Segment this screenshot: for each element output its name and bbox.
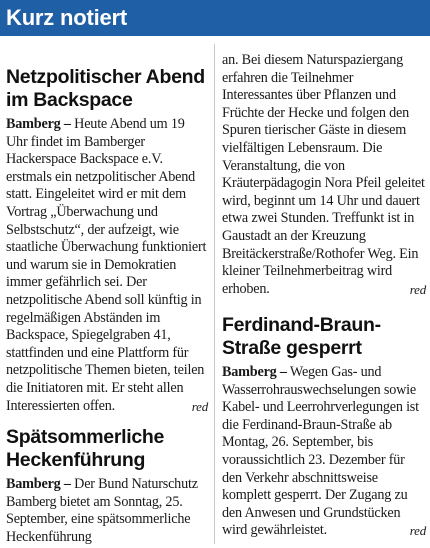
article-dateline: Bamberg – (222, 364, 287, 380)
article-author: red (191, 398, 208, 414)
article-author: red (409, 281, 426, 297)
article-heckenfuehrung (6, 426, 208, 546)
article-headline: Spätsommerliche Heckenführung (6, 426, 165, 471)
article-body (222, 364, 426, 540)
article-netzpolitischer-abend (6, 66, 208, 415)
article-heckenfuehrung-continued (222, 52, 426, 298)
article-headline: Ferdinand-Braun-Straße gesperrt (222, 314, 381, 359)
section-title: Kurz notiert (0, 0, 430, 36)
article-headline: Netzpolitischer Abend im Backspace (6, 66, 205, 111)
article-dateline: Bamberg – (6, 476, 71, 492)
article-body (222, 52, 426, 298)
article-author: red (409, 523, 426, 539)
article-text: Heute Abend um 19 Uhr findet im Bamberger Hackerspace Backspace e.V. erstmals ein netzpolitischer Abend statt. Eingeleitet wird er mit dem Vortrag „Überwachung und Selbstschutz“, der aufzeigt, wie staatliche Überwachung funktioniert und warum sie in Demokratien immer gefährlich sei. Der netzpolitische Abend soll künftig in regelmäßigen Abständen im Backspace, Spiegelgraben 41, stattfinden und eine Plattform für netzpolitische Themen bieten, teilen die Initiatoren mit. Er steht allen Interessierten offen. (6, 116, 207, 414)
article-body (6, 116, 208, 415)
article-text: Der Bund Naturschutz Bamberg bietet am Sonntag, 25. September, eine spätsommerliche Heckenführung (6, 476, 198, 545)
article-text: an. Bei diesem Naturspaziergang erfahren die Teilnehmer Interessantes über Pflanzen und Früchte der Hecke und folgen den Spuren tierischer Gäste in diesem vielfältigen Lebensraum. Die Veranstaltung, die von Kräuterpädagogin Nora Pfeil geleitet wird, beginnt um 14 Uhr und dauert etwa zwei Stunden. Treffunkt ist in Gaustadt an der Kreuzung Breitäckerstraße/Rothofer Weg. Ein kleiner Teilnehmerbeitrag wird erhoben. (222, 52, 425, 297)
article-body (6, 476, 208, 546)
column-divider (214, 44, 215, 544)
article-ferdinand-braun-strasse (222, 314, 426, 540)
article-text: Wegen Gas- und Wasserrohrauswechselungen sowie Kabel- und Leerrohrverlegungen ist die Ferdinand-Braun-Straße ab Montag, 26. September, bis voraussichtlich 23. Dezember für den Verkehr abschnittsweise komplett gesperrt. Der Zugang zu den Anwesen und Grundstücken wird gewährleistet. (222, 364, 419, 539)
article-dateline: Bamberg – (6, 116, 71, 132)
